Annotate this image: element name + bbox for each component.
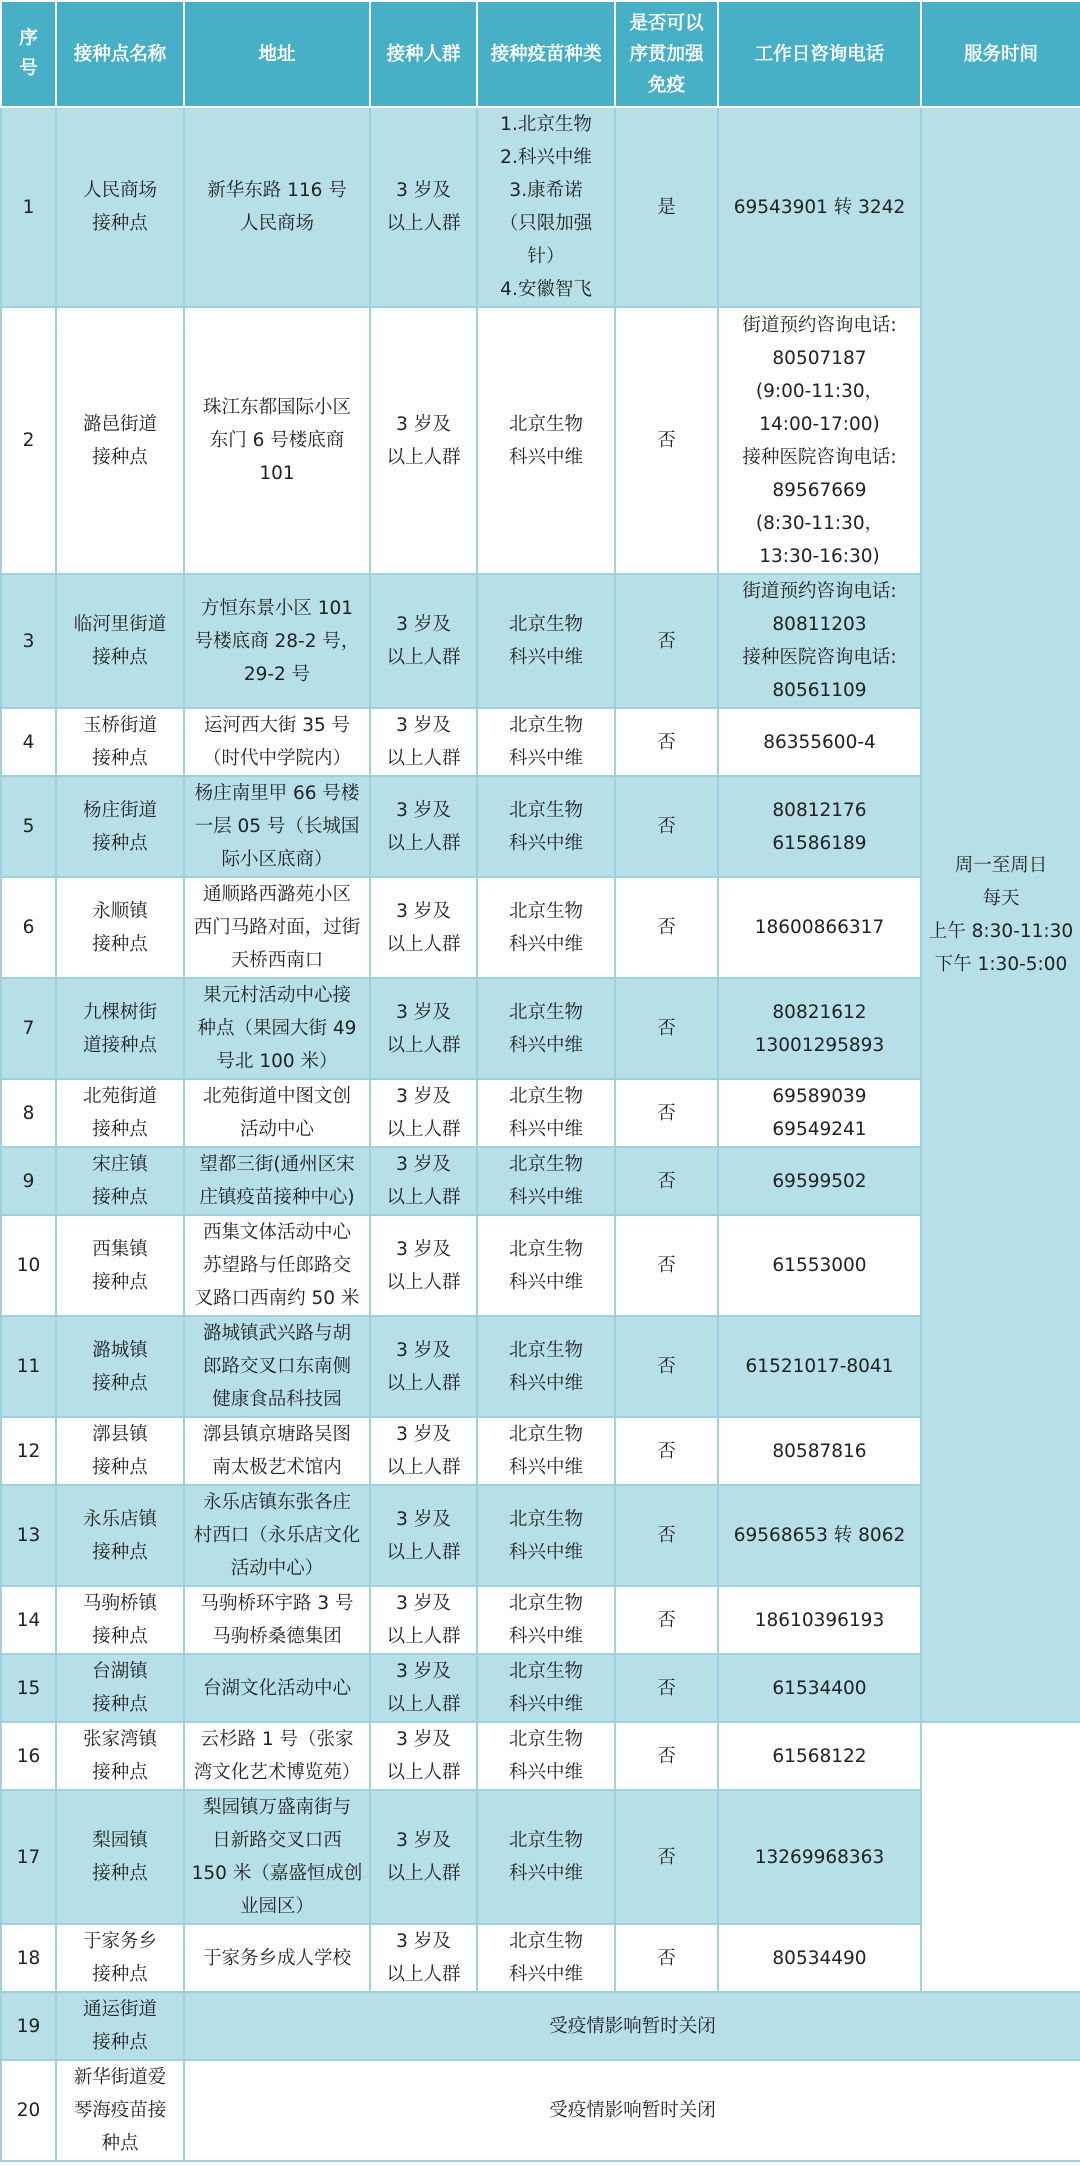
row-vaccine: 北京生物 科兴中维 (477, 1079, 615, 1147)
row-no: 7 (1, 978, 56, 1079)
row-vaccine: 北京生物 科兴中维 (477, 776, 615, 877)
row-no: 3 (1, 574, 56, 708)
row-booster: 否 (615, 1215, 718, 1316)
row-address: 通顺路西潞苑小区 西门马路对面，过街 天桥西南口 (184, 877, 370, 978)
row-crowd: 3 岁及 以上人群 (370, 307, 477, 574)
row-phone: 61521017-8041 (718, 1316, 921, 1417)
row-address: 台湖文化活动中心 (184, 1654, 370, 1722)
row-site-name: 杨庄街道 接种点 (56, 776, 184, 877)
row-booster: 否 (615, 1722, 718, 1790)
row-crowd: 3 岁及 以上人群 (370, 1215, 477, 1316)
row-closed-status: 受疫情影响暂时关闭 (184, 1992, 1080, 2060)
row-phone: 18600866317 (718, 877, 921, 978)
row-crowd: 3 岁及 以上人群 (370, 1722, 477, 1790)
header-crowd: 接种人群 (370, 1, 477, 107)
row-booster: 否 (615, 1654, 718, 1722)
row-crowd: 3 岁及 以上人群 (370, 107, 477, 307)
row-site-name: 永顺镇 接种点 (56, 877, 184, 978)
row-site-name: 临河里街道 接种点 (56, 574, 184, 708)
row-site-name: 漷县镇 接种点 (56, 1417, 184, 1485)
row-booster: 否 (615, 1079, 718, 1147)
row-no: 9 (1, 1147, 56, 1215)
row-booster: 否 (615, 1586, 718, 1654)
row-address: 北苑街道中图文创 活动中心 (184, 1079, 370, 1147)
row-phone: 61534400 (718, 1654, 921, 1722)
table-row (1, 1924, 1080, 1992)
row-phone: 69568653 转 8062 (718, 1485, 921, 1586)
header-no (1, 1, 56, 107)
row-booster: 否 (615, 1790, 718, 1924)
row-address: 杨庄南里甲 66 号楼 一层 05 号（长城国 际小区底商） (184, 776, 370, 877)
row-booster: 否 (615, 307, 718, 574)
row-vaccine: 北京生物 科兴中维 (477, 1586, 615, 1654)
row-crowd: 3 岁及 以上人群 (370, 1586, 477, 1654)
row-vaccine: 北京生物 科兴中维 (477, 1215, 615, 1316)
row-site-name: 通运街道 接种点 (56, 1992, 184, 2060)
row-booster: 否 (615, 877, 718, 978)
table-row (1, 1079, 1080, 1147)
row-no: 11 (1, 1316, 56, 1417)
row-booster: 否 (615, 708, 718, 776)
table-row (1, 1417, 1080, 1485)
row-phone: 69589039 69549241 (718, 1079, 921, 1147)
row-vaccine: 北京生物 科兴中维 (477, 1790, 615, 1924)
row-phone: 80534490 (718, 1924, 921, 1992)
row-phone: 13269968363 (718, 1790, 921, 1924)
row-no: 13 (1, 1485, 56, 1586)
row-address: 新华东路 116 号 人民商场 (184, 107, 370, 307)
header-address: 地址 (184, 1, 370, 107)
row-address: 运河西大街 35 号 （时代中学院内） (184, 708, 370, 776)
table-row (1, 1147, 1080, 1215)
row-phone: 61553000 (718, 1215, 921, 1316)
row-site-name: 潞邑街道 接种点 (56, 307, 184, 574)
row-address: 果元村活动中心接 种点（果园大街 49 号北 100 米） (184, 978, 370, 1079)
row-site-name: 西集镇 接种点 (56, 1215, 184, 1316)
table-row (1, 307, 1080, 574)
row-no: 2 (1, 307, 56, 574)
row-address: 永乐店镇东张各庄 村西口（永乐店文化 活动中心） (184, 1485, 370, 1586)
row-vaccine: 北京生物 科兴中维 (477, 1924, 615, 1992)
row-no: 4 (1, 708, 56, 776)
row-phone: 61568122 (718, 1722, 921, 1790)
row-address: 潞城镇武兴路与胡 郎路交叉口东南侧 健康食品科技园 (184, 1316, 370, 1417)
row-site-name: 于家务乡 接种点 (56, 1924, 184, 1992)
row-address: 西集文体活动中心 苏望路与任郎路交 叉路口西南约 50 米 (184, 1215, 370, 1316)
row-no: 8 (1, 1079, 56, 1147)
row-address: 于家务乡成人学校 (184, 1924, 370, 1992)
row-vaccine: 北京生物 科兴中维 (477, 1417, 615, 1485)
row-site-name: 永乐店镇 接种点 (56, 1485, 184, 1586)
row-site-name: 潞城镇 接种点 (56, 1316, 184, 1417)
row-site-name: 台湖镇 接种点 (56, 1654, 184, 1722)
row-booster: 否 (615, 574, 718, 708)
row-crowd: 3 岁及 以上人群 (370, 1417, 477, 1485)
row-phone: 80587816 (718, 1417, 921, 1485)
row-no: 14 (1, 1586, 56, 1654)
header-vaccine: 接种疫苗种类 (477, 1, 615, 107)
table-row (1, 574, 1080, 708)
row-booster: 否 (615, 1485, 718, 1586)
table-row (1, 1654, 1080, 1722)
table-row (1, 1485, 1080, 1586)
row-site-name: 新华街道爱 琴海疫苗接 种点 (56, 2060, 184, 2161)
row-address: 梨园镇万盛南街与 日新路交叉口西 150 米（嘉盛恒成创 业园区） (184, 1790, 370, 1924)
row-address: 望都三街(通州区宋 庄镇疫苗接种中心) (184, 1147, 370, 1215)
row-crowd: 3 岁及 以上人群 (370, 1079, 477, 1147)
row-no: 20 (1, 2060, 56, 2161)
row-booster: 是 (615, 107, 718, 307)
row-vaccine: 北京生物 科兴中维 (477, 307, 615, 574)
header-no-label: 序号 (19, 28, 38, 79)
row-site-name: 人民商场 接种点 (56, 107, 184, 307)
table-row (1, 107, 1080, 307)
row-crowd: 3 岁及 以上人群 (370, 1316, 477, 1417)
row-no: 12 (1, 1417, 56, 1485)
row-crowd: 3 岁及 以上人群 (370, 1147, 477, 1215)
table-row (1, 708, 1080, 776)
row-crowd: 3 岁及 以上人群 (370, 776, 477, 877)
row-booster: 否 (615, 978, 718, 1079)
row-no: 5 (1, 776, 56, 877)
row-site-name: 九棵树街 道接种点 (56, 978, 184, 1079)
table-body (1, 107, 1080, 2161)
row-vaccine: 北京生物 科兴中维 (477, 978, 615, 1079)
table-row (1, 1316, 1080, 1417)
row-crowd: 3 岁及 以上人群 (370, 708, 477, 776)
header-phone: 工作日咨询电话 (718, 1, 921, 107)
row-vaccine: 北京生物 科兴中维 (477, 1316, 615, 1417)
row-no: 17 (1, 1790, 56, 1924)
row-booster: 否 (615, 1924, 718, 1992)
header-row (1, 1, 1080, 107)
row-site-name: 张家湾镇 接种点 (56, 1722, 184, 1790)
row-site-name: 玉桥街道 接种点 (56, 708, 184, 776)
row-crowd: 3 岁及 以上人群 (370, 1654, 477, 1722)
row-no: 6 (1, 877, 56, 978)
row-phone: 69599502 (718, 1147, 921, 1215)
table-row (1, 1586, 1080, 1654)
table-row (1, 877, 1080, 978)
row-crowd: 3 岁及 以上人群 (370, 574, 477, 708)
row-vaccine: 北京生物 科兴中维 (477, 574, 615, 708)
service-time-continued (921, 1722, 1080, 1992)
row-crowd: 3 岁及 以上人群 (370, 1924, 477, 1992)
row-no: 10 (1, 1215, 56, 1316)
row-site-name: 马驹桥镇 接种点 (56, 1586, 184, 1654)
row-phone: 街道预约咨询电话: 80811203 接种医院咨询电话: 80561109 (718, 574, 921, 708)
row-phone: 80821612 13001295893 (718, 978, 921, 1079)
table-row (1, 1722, 1080, 1790)
row-vaccine: 北京生物 科兴中维 (477, 1485, 615, 1586)
row-no: 16 (1, 1722, 56, 1790)
row-address: 漷县镇京塘路吴图 南太极艺术馆内 (184, 1417, 370, 1485)
row-no: 18 (1, 1924, 56, 1992)
header-service: 服务时间 (921, 1, 1080, 107)
row-phone: 69543901 转 3242 (718, 107, 921, 307)
row-crowd: 3 岁及 以上人群 (370, 978, 477, 1079)
row-address: 方恒东景小区 101 号楼底商 28-2 号， 29-2 号 (184, 574, 370, 708)
table-row (1, 1790, 1080, 1924)
row-closed-status: 受疫情影响暂时关闭 (184, 2060, 1080, 2161)
row-no: 1 (1, 107, 56, 307)
row-address: 珠江东都国际小区 东门 6 号楼底商 101 (184, 307, 370, 574)
row-crowd: 3 岁及 以上人群 (370, 1485, 477, 1586)
row-booster: 否 (615, 776, 718, 877)
table-row (1, 776, 1080, 877)
row-phone: 街道预约咨询电话: 80507187 (9:00-11:30， 14:00-17:00) 接种医院咨询电话: 89567669 (8:30-11:30， 13:30-16:30) (718, 307, 921, 574)
row-site-name: 宋庄镇 接种点 (56, 1147, 184, 1215)
table-row-closed (1, 1992, 1080, 2060)
row-vaccine: 北京生物 科兴中维 (477, 708, 615, 776)
row-booster: 否 (615, 1417, 718, 1485)
table-row (1, 1215, 1080, 1316)
row-site-name: 北苑街道 接种点 (56, 1079, 184, 1147)
row-phone: 18610396193 (718, 1586, 921, 1654)
row-booster: 否 (615, 1147, 718, 1215)
row-address: 云杉路 1 号（张家 湾文化艺术博览苑） (184, 1722, 370, 1790)
table-row-closed (1, 2060, 1080, 2161)
row-crowd: 3 岁及 以上人群 (370, 1790, 477, 1924)
header-site: 接种点名称 (56, 1, 184, 107)
service-time: 周一至周日 每天 上午 8:30-11:30 下午 1:30-5:00 (921, 107, 1080, 1722)
row-booster: 否 (615, 1316, 718, 1417)
row-address: 马驹桥环宇路 3 号 马驹桥桑德集团 (184, 1586, 370, 1654)
row-vaccine: 北京生物 科兴中维 (477, 1722, 615, 1790)
row-phone: 86355600-4 (718, 708, 921, 776)
row-vaccine: 北京生物 科兴中维 (477, 1654, 615, 1722)
row-phone: 80812176 61586189 (718, 776, 921, 877)
row-vaccine: 北京生物 科兴中维 (477, 1147, 615, 1215)
row-site-name: 梨园镇 接种点 (56, 1790, 184, 1924)
row-no: 15 (1, 1654, 56, 1722)
row-vaccine: 1.北京生物 2.科兴中维 3.康希诺 （只限加强 针） 4.安徽智飞 (477, 107, 615, 307)
header-booster-label: 是否可以序贯加强免疫 (629, 12, 704, 96)
row-crowd: 3 岁及 以上人群 (370, 877, 477, 978)
row-vaccine: 北京生物 科兴中维 (477, 877, 615, 978)
row-no: 19 (1, 1992, 56, 2060)
header-booster (615, 1, 718, 107)
table-row (1, 978, 1080, 1079)
